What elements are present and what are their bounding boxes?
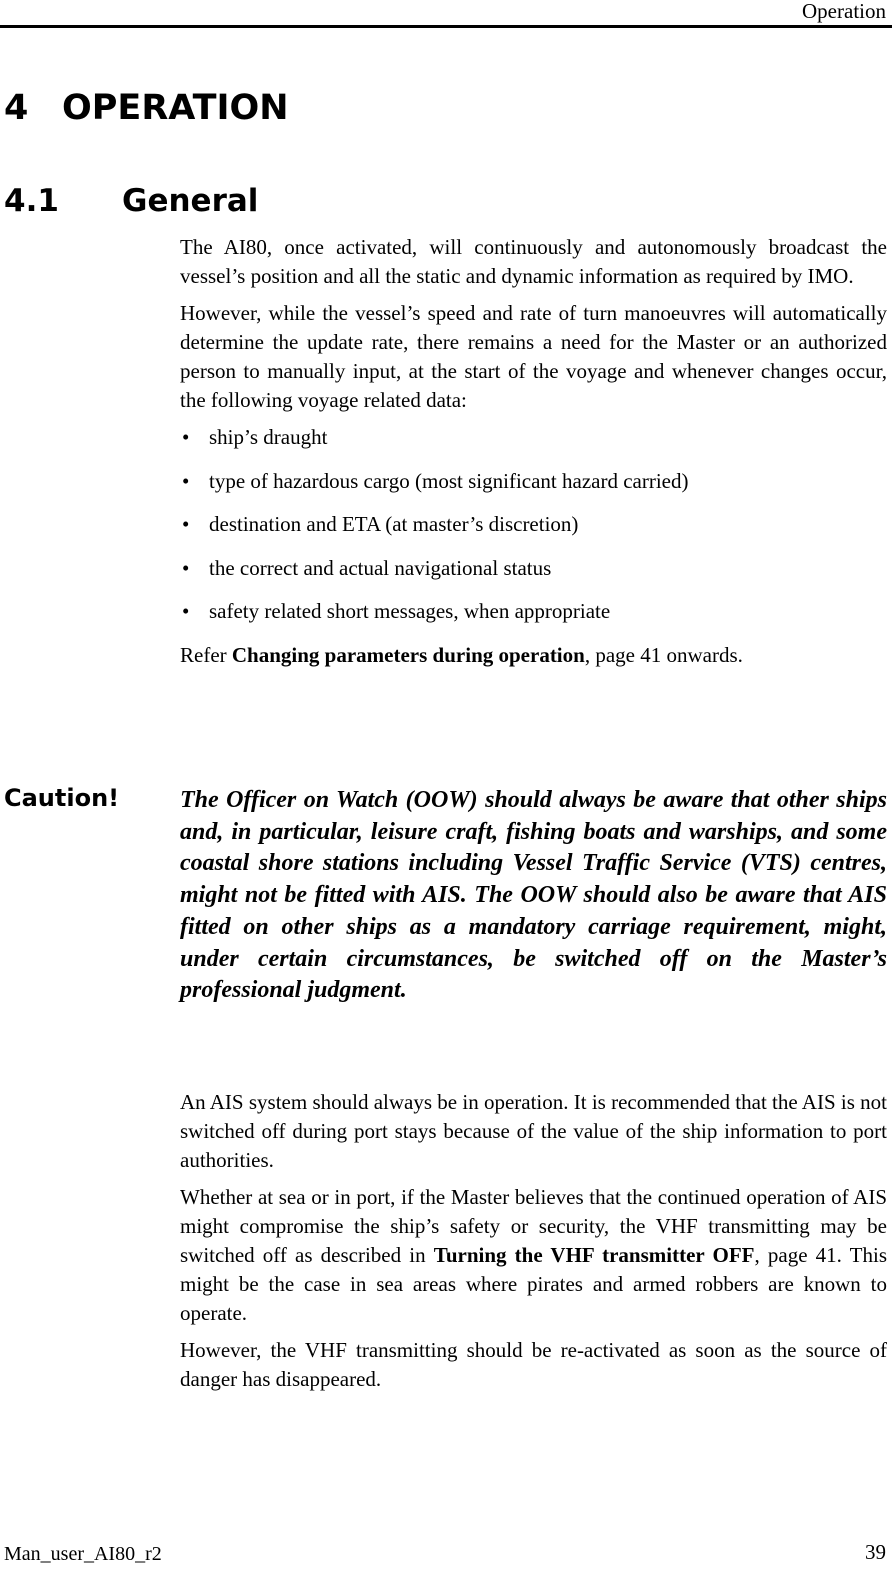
list-item — [180, 467, 887, 511]
section-heading — [4, 180, 258, 222]
body-paragraph: However, the VHF transmitting should be re-activated as soon as the source of danger has disappeared. — [180, 1338, 887, 1391]
cross-reference-link[interactable]: Changing parameters during operation — [231, 642, 585, 667]
list-item — [180, 554, 887, 598]
voyage-data-list — [180, 423, 887, 641]
bullet-icon: • — [182, 425, 190, 449]
list-item — [180, 423, 887, 467]
list-item-text: safety related short messages, when appropriate — [209, 599, 611, 623]
chapter-title: OPERATION — [62, 88, 289, 128]
caution-text: The Officer on Watch (OOW) should always be aware that other ships and, in particular, leisure craft, fishing boats and warships, and some coastal shore stations including Vessel Traffic Service (VTS) centres, might not be fitted with AIS. The OOW should also be aware that AIS fitted on other ships as a mandatory carriage requirement, might, under certain circumstances, be switched off on the Master’s professional judgment. — [180, 787, 887, 1004]
chapter-heading — [4, 84, 289, 132]
body-paragraph — [180, 1183, 887, 1328]
cross-reference-link[interactable]: Turning the VHF transmitter OFF — [433, 1243, 755, 1267]
list-item-text: ship’s draught — [209, 425, 328, 449]
intro-paragraph: However, while the vessel’s speed and rate of turn manoeuvres will automatically determine the update rate, there remains a need for the Master or an authorized person to manually input, at the start of the voyage and whenever changes occur, the following voyage related data: — [180, 301, 887, 412]
list-item-text: the correct and actual navigational status — [209, 555, 552, 580]
intro-block — [180, 233, 887, 670]
intro-paragraph: The AI80, once activated, will continuously and autonomously broadcast the vessel’s position and all the static and dynamic information as required by IMO. — [180, 235, 887, 288]
list-item — [180, 510, 887, 554]
chapter-number: 4 — [4, 88, 29, 128]
bullet-icon: • — [182, 599, 190, 623]
list-item-text: type of hazardous cargo (most significant hazard carried) — [209, 468, 689, 493]
body-text: Whether at sea or in port, if the Master believes that the continued operation of AIS might compromise the ship’s safety or security, the VHF transmitting may be switched off as described in — [180, 1185, 887, 1267]
section-number: 4.1 — [4, 183, 59, 219]
refer-prefix: Refer — [180, 642, 232, 667]
bullet-icon: • — [182, 468, 190, 493]
list-item — [180, 597, 887, 641]
body-text: , page 41. This might be the case in sea areas where pirates and armed robbers are known to operate. — [180, 1243, 887, 1325]
running-header: Operation — [802, 0, 886, 23]
bullet-icon: • — [182, 555, 190, 580]
header-rule — [0, 25, 892, 28]
refer-suffix: , page 41 onwards. — [584, 642, 743, 667]
operation-block — [180, 1088, 887, 1394]
section-title: General — [122, 183, 259, 219]
body-paragraph: An AIS system should always be in operation. It is recommended that the AIS is not switched off during port stays because of the value of the ship information to port authorities. — [180, 1090, 887, 1172]
document-id: Man_user_AI80_r2 — [4, 1543, 162, 1565]
refer-paragraph — [180, 641, 887, 670]
list-item-text: destination and ETA (at master’s discretion) — [209, 512, 579, 536]
caution-label: Caution! — [4, 784, 120, 812]
bullet-icon: • — [182, 512, 190, 536]
page-number: 39 — [865, 1540, 886, 1564]
